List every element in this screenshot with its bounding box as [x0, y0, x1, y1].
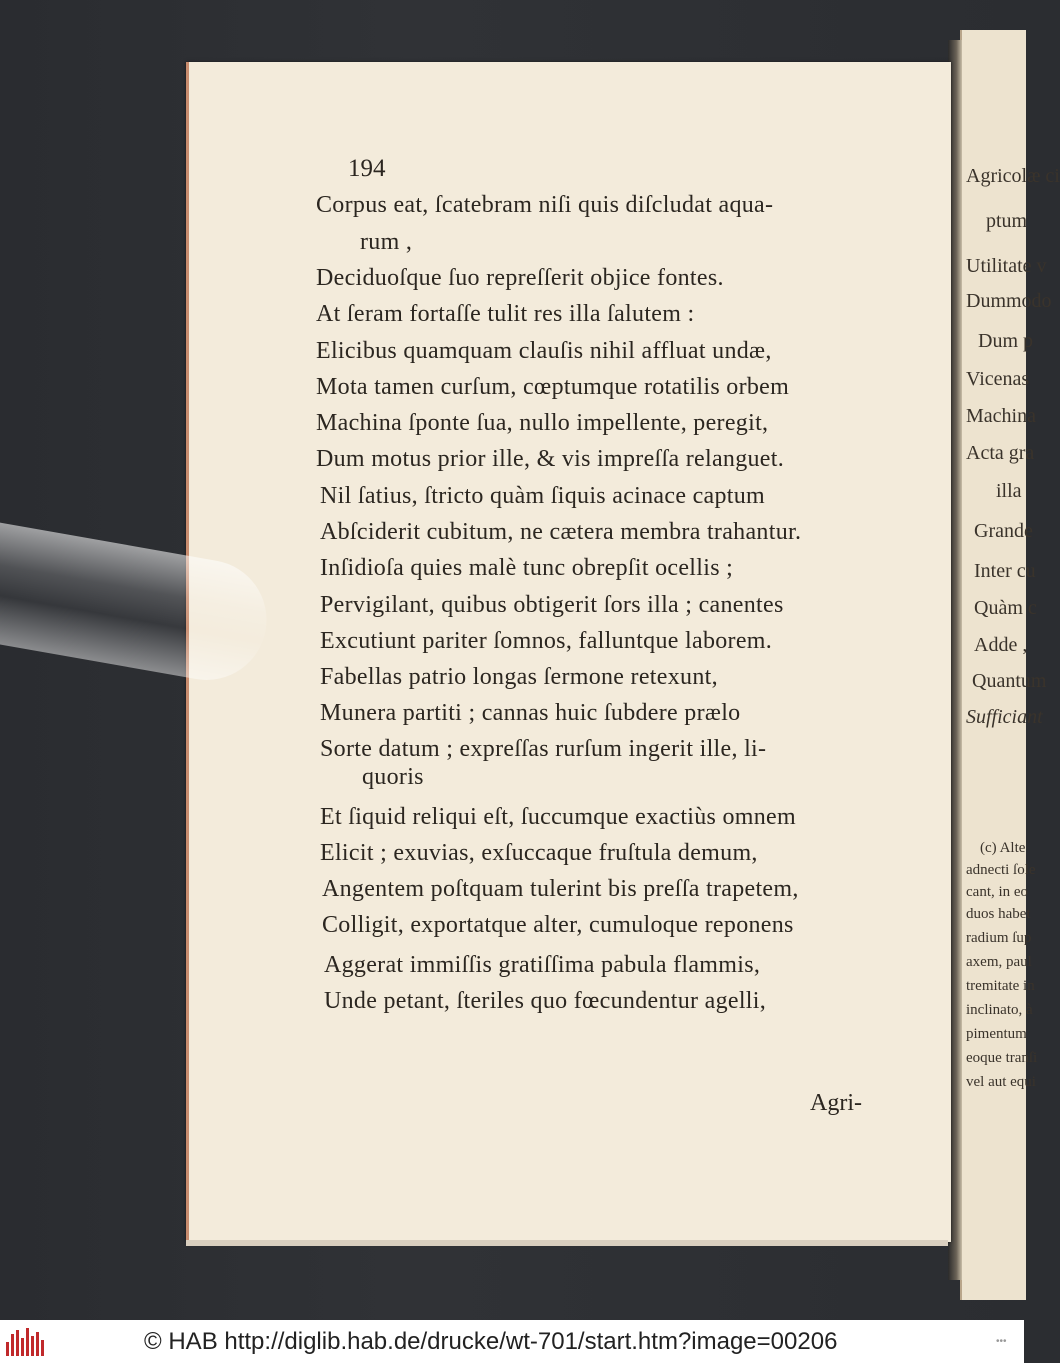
verse-line: Pervigilant, quibus obtigerit ſors illa ; canentes: [320, 592, 784, 618]
verse-line: Machina ſponte ſua, nullo impellente, peregit,: [316, 410, 769, 436]
verse-line: Elicit ; exuvias, exſuccaque fruſtula demum,: [320, 840, 758, 866]
facing-footnote: adnecti ſole: [966, 862, 1036, 878]
facing-line: Dum p: [978, 330, 1033, 352]
verse-line: Dum motus prior ille, & vis impreſſa relanguet.: [316, 446, 785, 472]
footer-bar: [0, 1320, 1024, 1363]
hab-logo-icon: [6, 1326, 46, 1356]
facing-footnote: vel aut equi: [966, 1074, 1036, 1090]
facing-footnote: cant, in eo: [966, 884, 1029, 900]
verse-line: Abſciderit cubitum, ne cætera membra trahantur.: [320, 519, 802, 545]
facing-line: Quantum: [972, 670, 1047, 692]
facing-line: Dummodo: [966, 290, 1052, 312]
verse-line: Deciduoſque ſuo repreſſerit objice fontes.: [316, 265, 724, 291]
verse-line: rum ,: [360, 229, 413, 255]
verse-line: Sorte datum ; expreſſas rurſum ingerit ille, li-: [320, 736, 767, 762]
verse-line: Elicibus quamquam clauſis nihil affluat undæ,: [316, 338, 772, 364]
copyright-url[interactable]: © HAB http://diglib.hab.de/drucke/wt-701/start.htm?image=00206: [144, 1328, 838, 1355]
verse-line: Colligit, exportatque alter, cumuloque reponens: [322, 912, 794, 938]
facing-line: Utilitate v: [966, 255, 1047, 277]
verse-line: Inſidioſa quies malè tunc obrepſit ocellis ;: [320, 555, 734, 581]
facing-line: Sufficiant: [966, 706, 1043, 728]
verse-line: Corpus eat, ſcatebram niſi quis diſcludat aqua-: [316, 192, 774, 218]
verse-line: Angentem poſtquam tulerint bis preſſa trapetem,: [322, 876, 799, 902]
verse-line: At ſeram fortaſſe tulit res illa ſalutem :: [316, 301, 695, 327]
facing-line: ptum: [986, 210, 1028, 232]
verse-line: Fabellas patrio longas ſermone retexunt,: [320, 664, 718, 690]
catchword: Agri-: [810, 1090, 862, 1116]
page-number: 194: [348, 155, 386, 182]
verse-line: Et ſiquid reliqui eſt, ſuccumque exactiùs omnem: [320, 804, 796, 830]
facing-line: Grande: [974, 520, 1033, 542]
facing-footnote: axem, paul: [966, 954, 1032, 970]
facing-line: Acta gra: [966, 442, 1035, 464]
facing-line: Adde ,: [974, 634, 1028, 656]
facing-line: Inter cu: [974, 560, 1036, 582]
facing-line: Quàm c: [974, 597, 1037, 619]
verse-line: Mota tamen curſum, cœptumque rotatilis orbem: [316, 374, 790, 400]
page-edge: [186, 1240, 948, 1246]
verse-line: quoris: [362, 764, 424, 790]
facing-footnote: duos habet: [966, 906, 1031, 922]
facing-footnote: tremitate in: [966, 978, 1035, 994]
facing-footnote: pimentum: [966, 1026, 1027, 1042]
facing-footnote: eoque tranſi: [966, 1050, 1038, 1066]
facing-line: Vicenas: [966, 368, 1030, 390]
verse-line: Unde petant, ſteriles quo fœcundentur agelli,: [324, 988, 767, 1014]
facing-line: illa: [996, 480, 1022, 502]
verse-line: Munera partiti ; cannas huic ſubdere prælo: [320, 700, 741, 726]
facing-footnote: inclinato, à: [966, 1002, 1033, 1018]
facing-footnote: (c) Alte: [980, 840, 1026, 856]
more-dots-icon: •••: [996, 1336, 1007, 1347]
verse-line: Nil ſatius, ſtricto quàm ſiquis acinace captum: [320, 483, 766, 509]
facing-line: Agricolæ ci: [966, 165, 1060, 187]
verse-line: Aggerat immiſſis gratiſſima pabula flammis,: [324, 952, 761, 978]
verse-line: Excutiunt pariter ſomnos, falluntque laborem.: [320, 628, 773, 654]
facing-footnote: radium ſup: [966, 930, 1032, 946]
facing-line: Machina: [966, 405, 1036, 427]
